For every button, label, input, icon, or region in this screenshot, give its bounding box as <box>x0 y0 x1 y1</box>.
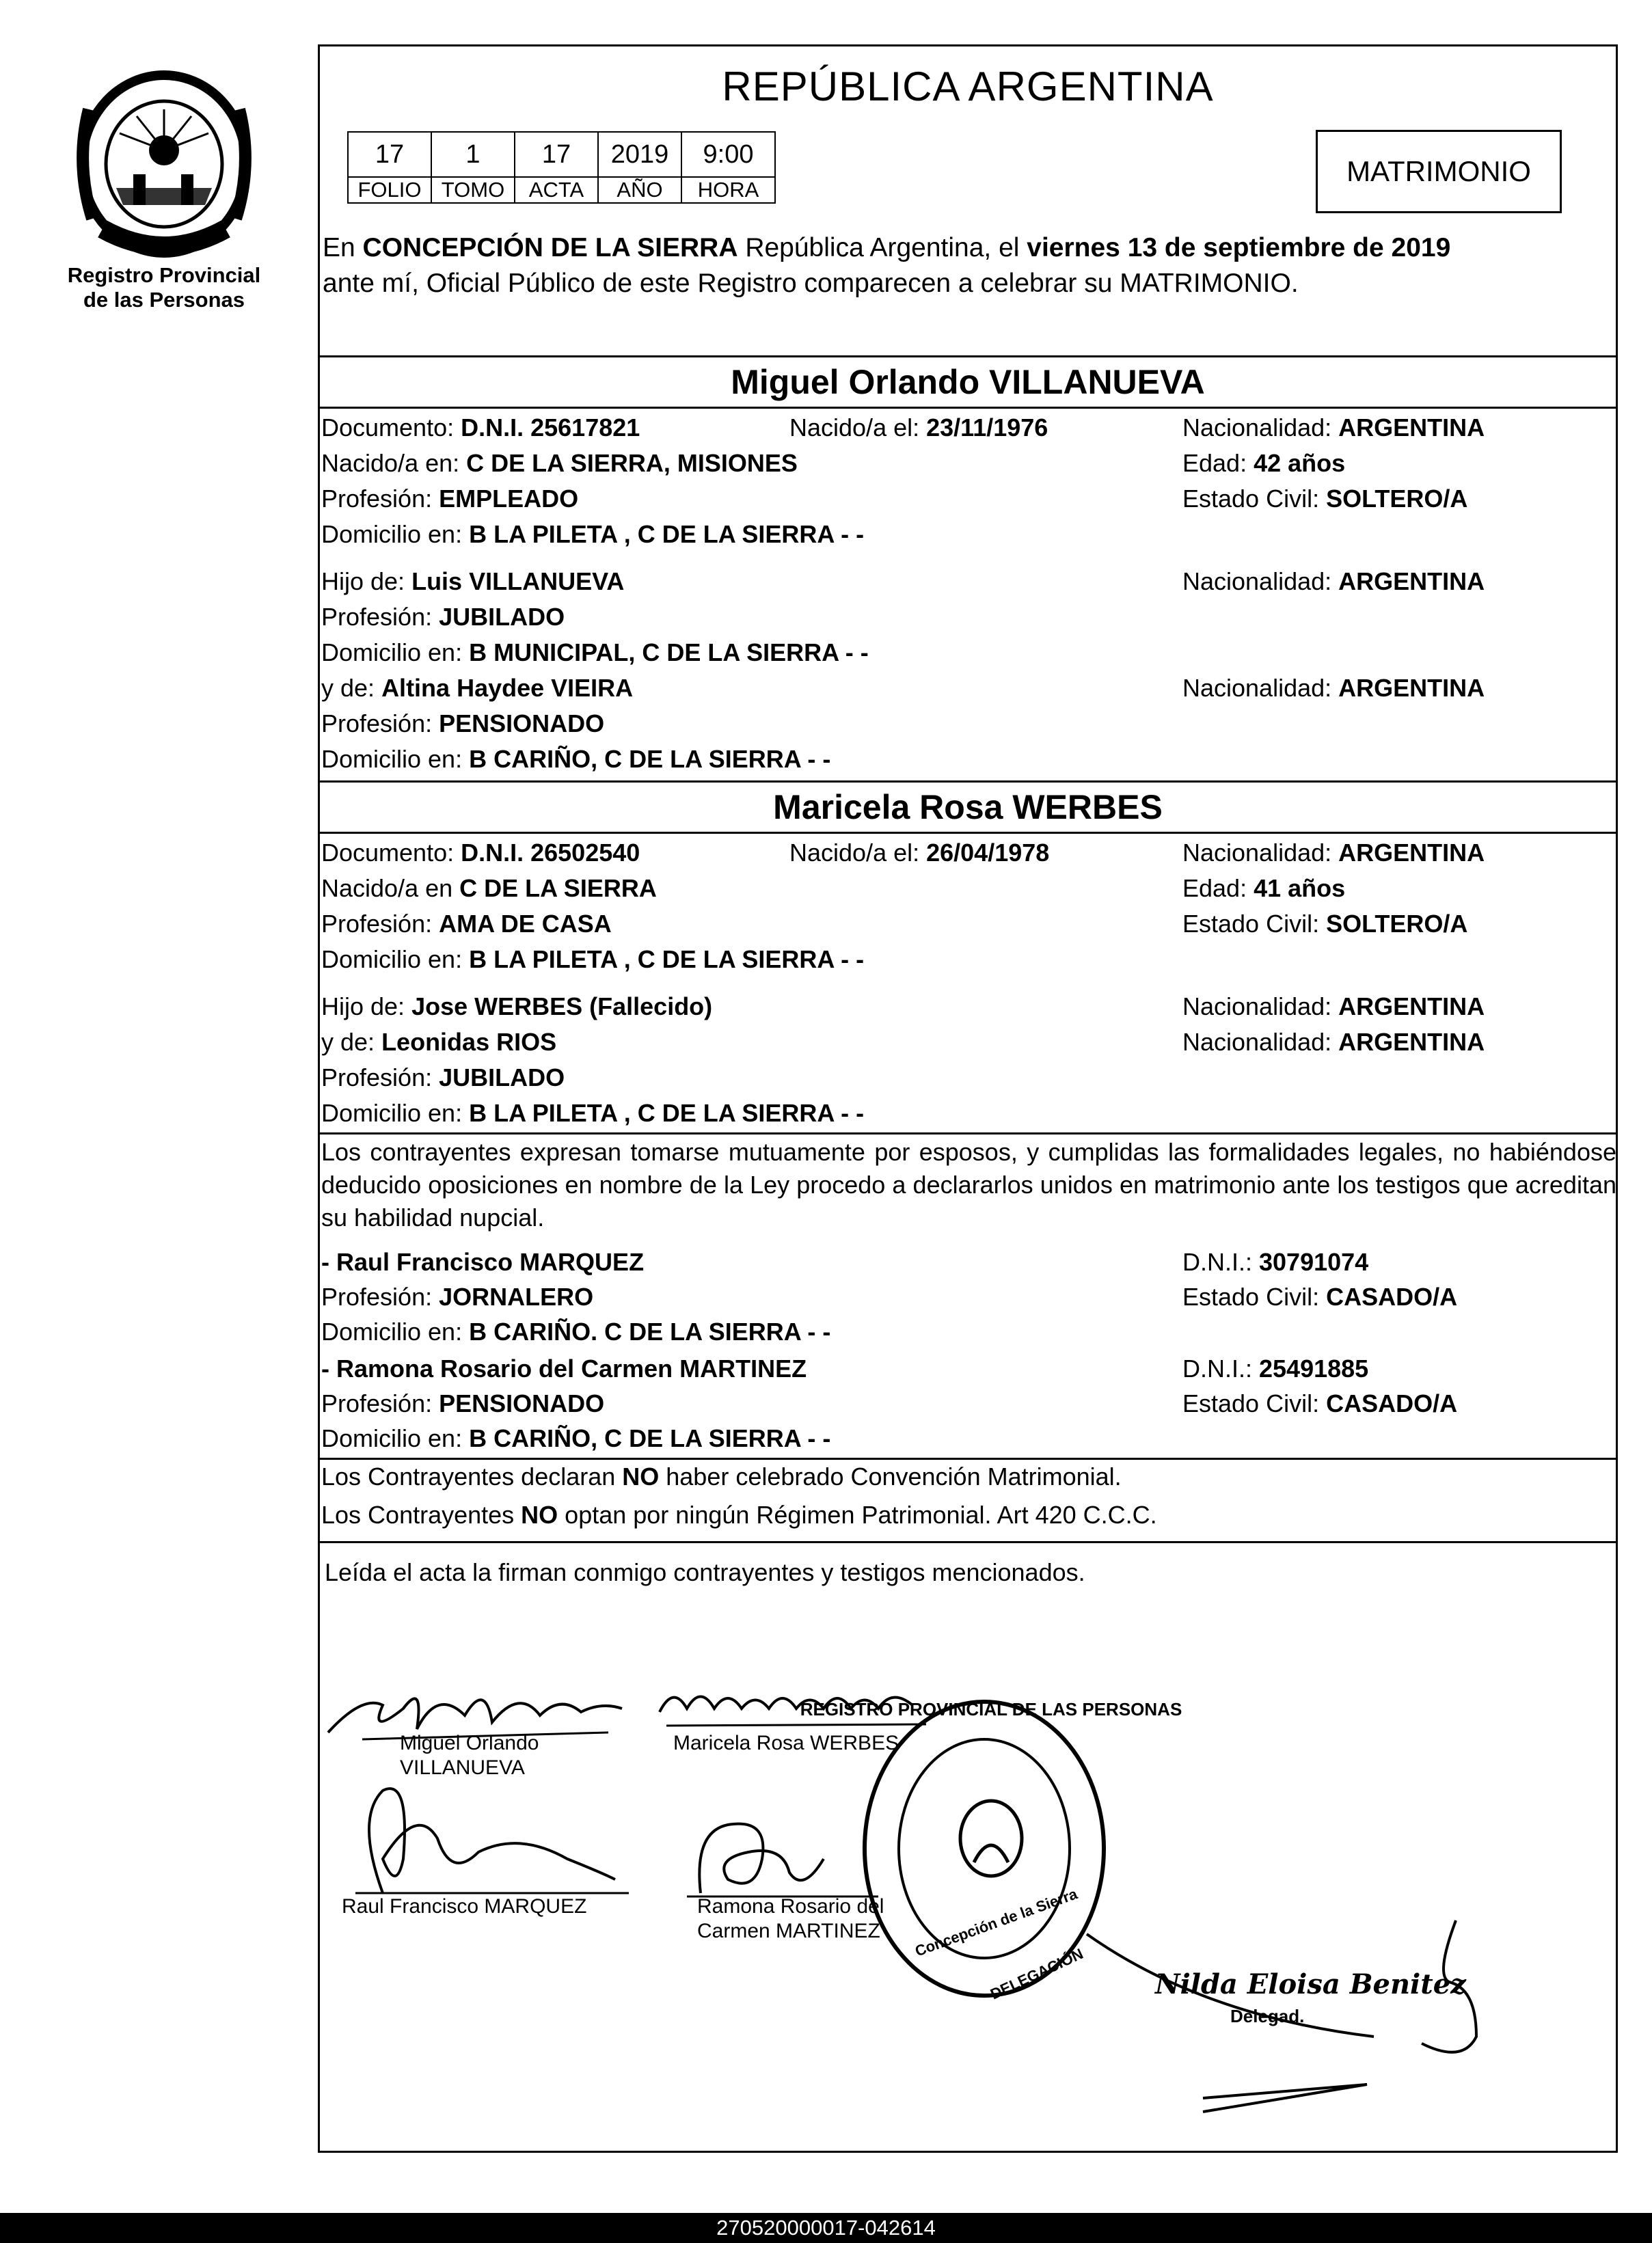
document-type-box <box>1316 130 1562 213</box>
spouse1-mother-nationality: Nacionalidad: ARGENTINA <box>1182 674 1485 702</box>
spouse2-mother: y de: Leonidas RIOS <box>321 1028 557 1056</box>
spouse1-civil-status: Estado Civil: SOLTERO/A <box>1182 485 1468 513</box>
spouse1-father-nationality: Nacionalidad: ARGENTINA <box>1182 567 1485 595</box>
year-label: AÑO <box>598 177 681 203</box>
convention-line2: Los Contrayentes NO optan por ningún Régimen Patrimonial. Art 420 C.C.C. <box>321 1501 1157 1529</box>
year-value: 2019 <box>598 132 681 177</box>
stamp-inner-text: Concepción de la Sierra <box>912 1885 1080 1960</box>
intro-place: CONCEPCIÓN DE LA SIERRA <box>362 233 738 262</box>
witness2-civil-status: Estado Civil: CASADO/A <box>1182 1389 1458 1417</box>
register-table <box>347 131 776 204</box>
signature-label-miguel: Miguel Orlando VILLANUEVA <box>400 1732 539 1779</box>
divider <box>318 1541 1618 1543</box>
document-type: MATRIMONIO <box>1346 155 1531 187</box>
spouse1-nationality: Nacionalidad: ARGENTINA <box>1182 413 1485 441</box>
spouse2-father-nationality: Nacionalidad: ARGENTINA <box>1182 992 1485 1020</box>
divider <box>318 407 1618 409</box>
signature-raul-icon <box>342 1777 629 1900</box>
witness1-name: - Raul Francisco MARQUEZ <box>321 1248 645 1276</box>
spouse1-father-address: Domicilio en: B MUNICIPAL, C DE LA SIERRA - - <box>321 638 869 666</box>
divider <box>318 832 1618 834</box>
spouse2-mother-profession: Profesión: JUBILADO <box>321 1063 565 1091</box>
officer-signature: Nilda Eloisa Benitez <box>1155 1968 1466 2000</box>
document-code: 270520000017-042614 <box>0 2213 1652 2243</box>
hour-label: HORA <box>681 177 775 203</box>
folio-value: 17 <box>348 132 431 177</box>
spouse1-mother: y de: Altina Haydee VIEIRA <box>321 674 634 702</box>
declaration-paragraph: Los contrayentes expresan tomarse mutuamente por esposos, y cumplidas las formalidades legales, no habiéndose deducido oposiciones en nombre de la Ley procedo a declararlos unidos en matrimonio ante los testigos que acreditan su habilidad nupcial. <box>321 1138 1616 1232</box>
acta-value: 17 <box>515 132 598 177</box>
spouse1-mother-address: Domicilio en: B CARIÑO, C DE LA SIERRA - - <box>321 745 831 773</box>
spouse1-profession: Profesión: EMPLEADO <box>321 485 579 513</box>
folio-label: FOLIO <box>348 177 431 203</box>
spouse2-mother-address: Domicilio en: B LA PILETA , C DE LA SIERRA - - <box>321 1099 865 1127</box>
spouse2-birth-place: Nacido/a en C DE LA SIERRA <box>321 874 657 902</box>
divider <box>318 1458 1618 1460</box>
registry-caption-line2: de las Personas <box>83 288 245 312</box>
tomo-label: TOMO <box>431 177 515 203</box>
spouse2-civil-status: Estado Civil: SOLTERO/A <box>1182 910 1468 938</box>
stamp-outer-text: DELEGACIÓN <box>988 1944 1086 2003</box>
divider <box>318 355 1618 357</box>
spouse2-nationality: Nacionalidad: ARGENTINA <box>1182 839 1485 867</box>
spouse1-document: Documento: D.N.I. 25617821 <box>321 413 640 441</box>
signature-label-maricela: Maricela Rosa WERBES <box>673 1732 899 1754</box>
hour-value: 9:00 <box>681 132 775 177</box>
witness2-address: Domicilio en: B CARIÑO, C DE LA SIERRA - - <box>321 1424 831 1452</box>
spouse2-document: Documento: D.N.I. 26502540 <box>321 839 640 867</box>
witness1-civil-status: Estado Civil: CASADO/A <box>1182 1283 1458 1311</box>
page-title: REPÚBLICA ARGENTINA <box>722 64 1214 109</box>
witness1-profession: Profesión: JORNALERO <box>321 1283 594 1311</box>
spouse2-father: Hijo de: Jose WERBES (Fallecido) <box>321 992 713 1020</box>
stamp-ring-text: REGISTRO PROVINCIAL DE LAS PERSONAS <box>800 1699 1182 1719</box>
intro-text: En <box>323 233 363 262</box>
spouse2-age: Edad: 41 años <box>1182 874 1346 902</box>
acta-label: ACTA <box>515 177 598 203</box>
intro-text: República Argentina, el <box>737 233 1027 262</box>
spouse1-father: Hijo de: Luis VILLANUEVA <box>321 567 625 595</box>
witness2-dni: D.N.I.: 25491885 <box>1182 1355 1369 1383</box>
intro-line2: ante mí, Oficial Público de este Registro comparecen a celebrar su MATRIMONIO. <box>323 269 1299 298</box>
spouse2-name: Maricela Rosa WERBES <box>773 788 1163 826</box>
spouse2-address: Domicilio en: B LA PILETA , C DE LA SIERRA - - <box>321 945 865 973</box>
spouse1-father-profession: Profesión: JUBILADO <box>321 603 565 631</box>
witness2-name: - Ramona Rosario del Carmen MARTINEZ <box>321 1355 807 1383</box>
registry-caption-line1: Registro Provincial <box>67 263 261 287</box>
spouse1-mother-profession: Profesión: PENSIONADO <box>321 709 605 737</box>
spouse2-birth-date: Nacido/a el: 26/04/1978 <box>789 839 1050 867</box>
officer-role: Delegad. <box>1230 2006 1305 2026</box>
spouse1-age: Edad: 42 años <box>1182 449 1346 477</box>
spouse1-birth-place: Nacido/a en: C DE LA SIERRA, MISIONES <box>321 449 798 477</box>
registry-caption <box>41 263 287 312</box>
divider <box>318 1132 1618 1134</box>
spouse1-name: Miguel Orlando VILLANUEVA <box>731 363 1205 401</box>
witness1-dni: D.N.I.: 30791074 <box>1182 1248 1369 1276</box>
divider <box>318 780 1618 783</box>
spouse1-birth-date: Nacido/a el: 23/11/1976 <box>789 413 1048 441</box>
witness1-address: Domicilio en: B CARIÑO. C DE LA SIERRA - - <box>321 1318 831 1346</box>
intro-paragraph <box>323 230 1614 301</box>
closing-text: Leída el acta la firman conmigo contrayentes y testigos mencionados. <box>325 1558 1085 1586</box>
spouse1-address: Domicilio en: B LA PILETA , C DE LA SIERRA - - <box>321 520 865 548</box>
convention-line1: Los Contrayentes declaran NO haber celebrado Convención Matrimonial. <box>321 1463 1122 1491</box>
signature-label-raul: Raul Francisco MARQUEZ <box>342 1895 587 1918</box>
tomo-value: 1 <box>431 132 515 177</box>
intro-date: viernes 13 de septiembre de 2019 <box>1027 233 1451 262</box>
signature-label-ramona: Ramona Rosario del Carmen MARTINEZ <box>697 1895 884 1942</box>
spouse2-mother-nationality: Nacionalidad: ARGENTINA <box>1182 1028 1485 1056</box>
witness2-profession: Profesión: PENSIONADO <box>321 1389 605 1417</box>
spouse2-profession: Profesión: AMA DE CASA <box>321 910 612 938</box>
